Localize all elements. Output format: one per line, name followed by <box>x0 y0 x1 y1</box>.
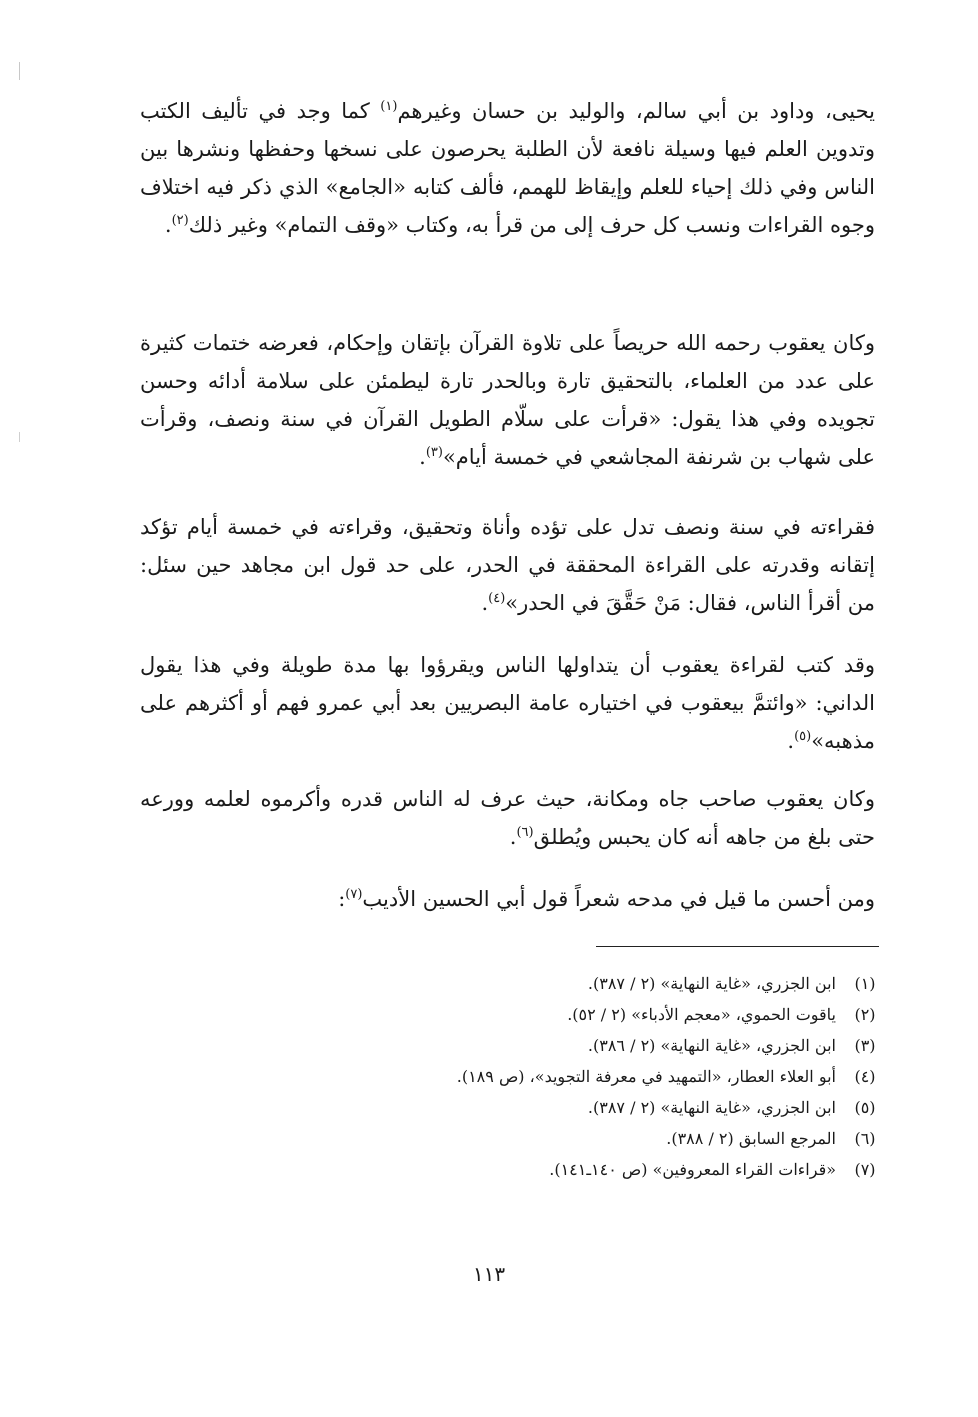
paragraph-text: فقراءته في سنة ونصف تدل على تؤده وأناة وتحقيق، وقراءته في خمسة أيام تؤكد إتقانه وقدرته على القراءة المحققة في الحدر، على حد قول ابن مجاهد حين سئل: من أقرأ الناس، فقال: مَنْ حَقَّقَ في الحدر» <box>140 515 875 615</box>
footnote-ref[interactable]: (٢) <box>171 213 189 228</box>
footnote-item <box>300 1092 880 1123</box>
page-number: ١١٣ <box>472 1262 506 1286</box>
footnote-ref[interactable]: (٧) <box>345 887 363 902</box>
footnote-number: (٧) <box>854 1160 876 1179</box>
footnote-text: ابن الجزري، «غاية النهاية» (٢ / ٣٨٦). <box>587 1036 836 1055</box>
footnote-ref[interactable]: (١) <box>380 99 398 114</box>
footnote-divider <box>596 946 879 947</box>
paragraph-text: وكان يعقوب رحمه الله حريصاً على تلاوة القرآن بإتقان وإحكام، فعرضه ختمات كثيرة على عدد من العلماء، بالتحقيق تارة وبالحدر تارة ليطمئن على سلامة أدائه وحسن تجويده وفي هذا يقول: «قرأت على سلّام الطويل القرآن في سنة ونصف، وقرأت على شهاب بن شرنفة المجاشعي في خمسة أيام» <box>140 331 875 469</box>
footnote-number: (٥) <box>854 1098 876 1117</box>
footnote-item <box>300 1123 880 1154</box>
paragraph-end: . <box>509 825 517 849</box>
paragraph-end: . <box>481 591 489 615</box>
footnote-ref[interactable]: (٦) <box>516 825 534 840</box>
footnotes <box>300 968 880 1185</box>
margin-mark <box>19 62 20 80</box>
paragraph-end: : <box>338 887 346 911</box>
footnote-item <box>300 1154 880 1185</box>
paragraph-1 <box>140 92 875 244</box>
paragraph-end: . <box>164 213 172 237</box>
footnote-text: المرجع السابق (٢ / ٣٨٨). <box>666 1129 836 1148</box>
paragraph-text: وكان يعقوب صاحب جاه ومكانة، حيث عرف له الناس قدره وأكرموه لعلمه وورعه حتى بلغ من جاهه أنه كان يحبس ويُطلق <box>140 787 875 849</box>
footnote-ref[interactable]: (٥) <box>794 729 812 744</box>
footnote-text: «قراءات القراء المعروفين» (ص ١٤٠ـ١٤١). <box>549 1160 836 1179</box>
footnote-number: (٦) <box>854 1129 876 1148</box>
paragraph-end: . <box>419 445 426 469</box>
paragraph-end: . <box>787 729 795 753</box>
footnote-item <box>300 1030 880 1061</box>
footnote-text: ياقوت الحموي، «معجم الأدباء» (٢ / ٥٢). <box>567 1005 836 1024</box>
paragraph-2 <box>140 324 875 476</box>
margin-mark <box>19 432 20 442</box>
paragraph-5 <box>140 780 875 856</box>
footnote-text: ابن الجزري، «غاية النهاية» (٢ / ٣٨٧). <box>587 974 836 993</box>
footnote-number: (٢) <box>854 1005 876 1024</box>
footnote-number: (٤) <box>854 1067 876 1086</box>
paragraph-text: وقد كتب لقراءة يعقوب أن يتداولها الناس ويقرؤوا بها مدة طويلة وفي هذا يقول الداني: «وائتمَّ بيعقوب في اختياره عامة البصريين بعد أبي عمرو فهم أو أكثرهم على مذهبه» <box>140 653 875 753</box>
paragraph-3 <box>140 508 875 622</box>
paragraph-text: ومن أحسن ما قيل في مدحه شعراً قول أبي الحسين الأديب <box>362 887 875 911</box>
paragraph-text: كما وجد في تأليف الكتب وتدوين العلم فيها وسيلة نافعة لأن الطلبة يحرصون على نسخها وحفظها ونشرها بين الناس وفي ذلك إحياء للعلم وإيقاظ للهمم، فألف كتابه «الجامع» الذي ذكر فيه اختلاف وجوه القراءات ونسب كل حرف إلى من قرأ به، وكتاب «وقف التمام» وغير ذلك <box>140 99 875 237</box>
footnote-item <box>300 999 880 1030</box>
footnote-number: (١) <box>854 974 876 993</box>
paragraph-6 <box>275 880 875 918</box>
footnote-item <box>300 968 880 999</box>
paragraph-4 <box>140 646 875 760</box>
footnote-item <box>300 1061 880 1092</box>
footnote-text: ابن الجزري، «غاية النهاية» (٢ / ٣٨٧). <box>587 1098 836 1117</box>
footnote-number: (٣) <box>854 1036 876 1055</box>
footnote-ref[interactable]: (٣) <box>425 445 443 460</box>
footnote-ref[interactable]: (٤) <box>488 591 506 606</box>
paragraph-text: يحيى، وداود بن أبي سالم، والوليد بن حسان وغيرهم <box>397 99 875 123</box>
footnote-text: أبو العلاء العطار، «التمهيد في معرفة التجويد»، (ص ١٨٩). <box>456 1067 836 1086</box>
